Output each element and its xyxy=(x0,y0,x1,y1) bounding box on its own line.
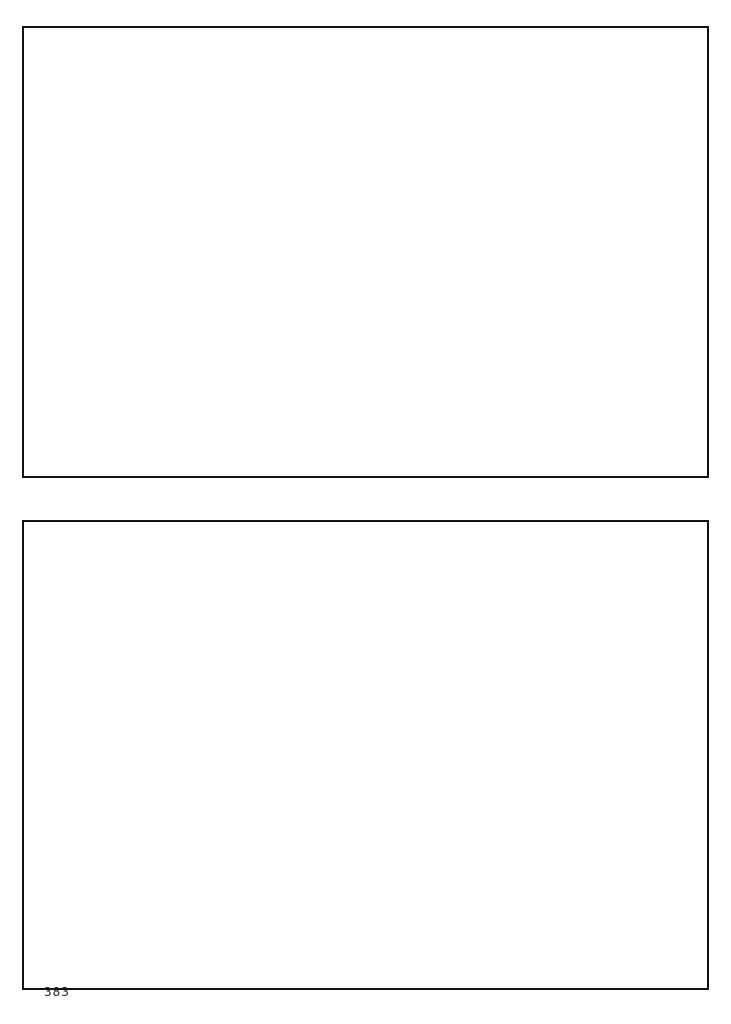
roster-table-top xyxy=(22,26,709,478)
roster-body-top xyxy=(24,28,707,476)
page-number: 383 xyxy=(44,985,70,999)
roster-table xyxy=(24,28,707,476)
roster-table xyxy=(24,522,707,988)
roster-body-bottom xyxy=(24,522,707,988)
roster-table-bottom xyxy=(22,520,709,990)
